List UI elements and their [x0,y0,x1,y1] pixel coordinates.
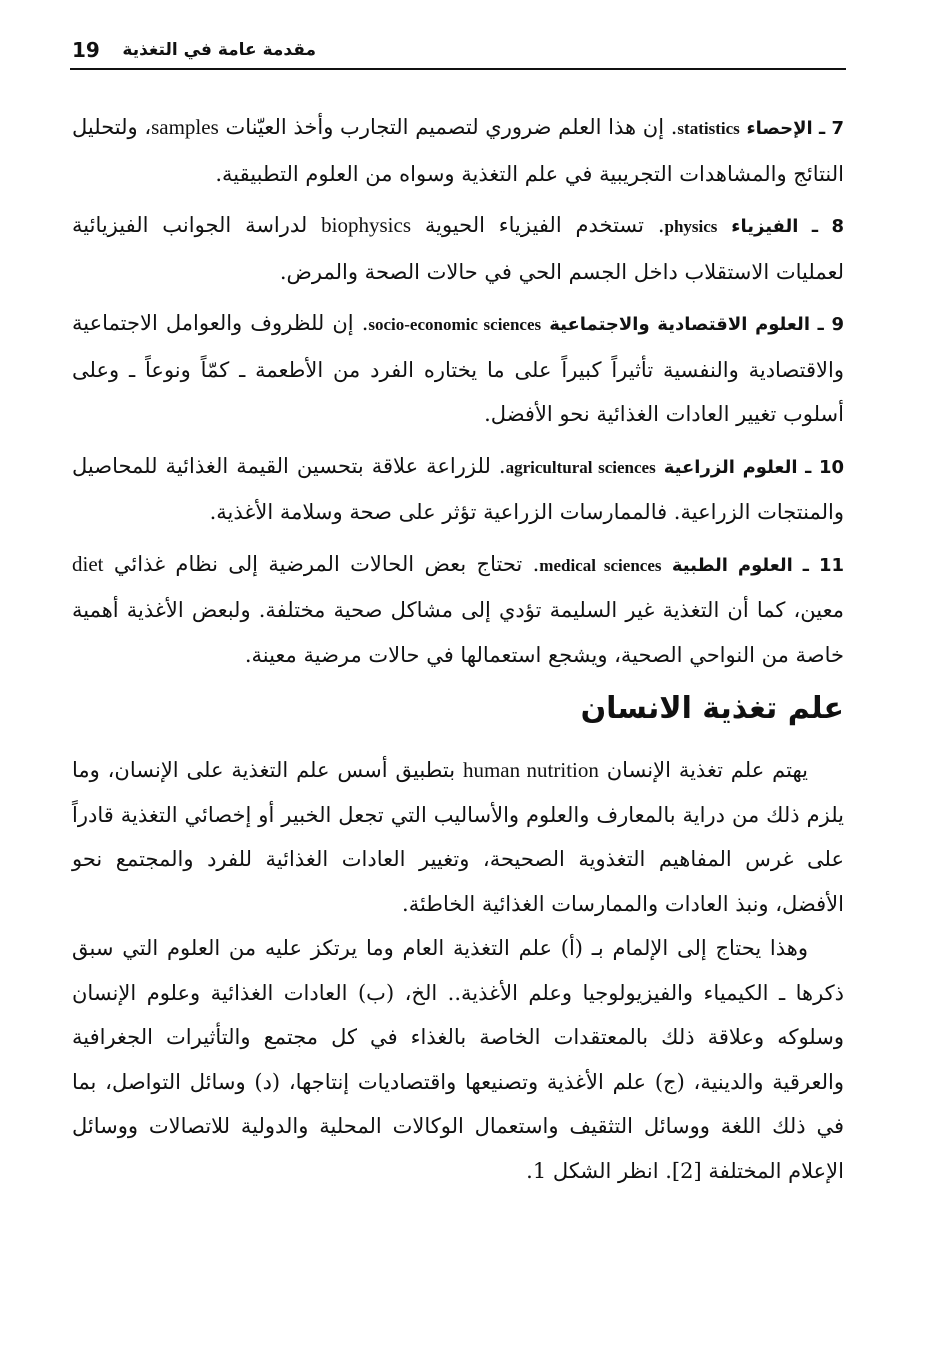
paragraph-text: يهتم علم تغذية الإنسان [606,758,808,782]
item-number: 10 ـ [797,456,845,478]
item-title-english: physics [664,217,718,236]
item-title-english: medical sciences [539,555,662,575]
item-text: تستخدم الفيزياء الحيوية [424,213,644,237]
item-number: 9 ـ [809,314,844,335]
item-text-continued: معين، كما أن التغذية غير السليمة تؤدي إلى مشاكل صحية مختلفة. ولبعض الأغذية أهمية خاصة من النواحي الصحية، ويشجع استعمالها في حالات مرضية معينة. [72,598,844,667]
paragraph-term-english: human nutrition [462,758,599,782]
item-text-continued: لدراسة الجوانب الفيزيائية لعمليات الاستقلاب داخل الجسم الحي في حالات الصحة والمرض. [72,213,844,284]
item-title-english: agricultural sciences [505,457,656,477]
running-title: مقدمة عامة في التغذية [122,40,316,60]
item-text: إن هذا العلم ضروري لتصميم التجارب وأخذ العيّنات [225,115,665,139]
running-header [70,38,846,70]
item-title-english: statistics [677,119,740,138]
item-term-english: diet [72,551,104,576]
page-body [72,105,844,1193]
item-text: إن للظروف والعوامل الاجتماعية والاقتصادية والنفسية تأثيراً كبيراً على ما يختاره الفرد من الأطعمة ـ كمّاً ونوعاً ـ وعلى أسلوب تغيير العادات الغذائية نحو الأفضل. [72,311,844,426]
list-item: 8 ـ الفيزياء physics. تستخدم الفيزياء الحيوية biophysics لدراسة الجوانب الفيزيائية لعمليات الاستقلاب داخل الجسم الحي في حالات الصحة والمرض. [72,213,844,284]
list-item: 9 ـ العلوم الاقتصادية والاجتماعية socio-economic sciences. إن للظروف والعوامل الاجتماعية والاقتصادية والنفسية تأثيراً كبيراً على ما يختاره الفرد من الأطعمة ـ كمّاً ونوعاً ـ وعلى أسلوب تغيير العادات الغذائية نحو الأفضل. [72,311,844,426]
list-item: 7 ـ الإحصاء statistics. إن هذا العلم ضروري لتصميم التجارب وأخذ العيّنات samples، ولتحليل النتائج والمشاهدات التجريبية في علم التغذية وسواه من العلوم التطبيقية. [72,115,844,186]
item-title: العلوم الزراعية [663,456,798,478]
item-text: تحتاج بعض الحالات المرضية إلى نظام غذائي [113,551,523,576]
item-term-english: samples [151,115,219,139]
list-item: 10 ـ العلوم الزراعية agricultural sciences. للزراعة علاقة بتحسين القيمة الغذائية للمحاصيل والمنتجات الزراعية. فالممارسات الزراعية تؤثر على صحة وسلامة الأغذية. [72,453,845,524]
item-text: للزراعة علاقة بتحسين القيمة الغذائية للمحاصيل والمنتجات الزراعية. فالممارسات الزراعية تؤثر على صحة وسلامة الأغذية. [72,453,844,524]
item-number: 8 ـ [798,216,844,237]
section-paragraph [72,748,844,926]
item-title: العلوم الطبية [671,554,793,576]
item-number: 7 ـ [812,118,844,139]
item-title: الإحصاء [746,118,813,139]
page-number: 19 [72,38,100,62]
list-item: 11 ـ العلوم الطبية medical sciences. تحتاج بعض الحالات المرضية إلى نظام غذائي diet معين، كما أن التغذية غير السليمة تؤدي إلى مشاكل صحية مختلفة. ولبعض الأغذية أهمية خاصة من النواحي الصحية، ويشجع استعمالها في حالات مرضية معينة. [72,551,844,667]
item-title: العلوم الاقتصادية والاجتماعية [549,314,810,335]
section-paragraph: وهذا يحتاج إلى الإلمام بـ (أ) علم التغذية العام وما يرتكز عليه من العلوم التي سبق ذكرها ـ الكيمياء والفيزيولوجيا وعلم الأغذية.. الخ، (ب) العادات الغذائية وعلوم الإنسان وسلوكه وعلاقة ذلك بالمعتقدات الخاصة بالغذاء في كل مجتمع والتأثيرات الجغرافية والعرقية والدينية، (ج) علم الأغذية وتصنيعها واقتصاديات إنتاجها، (د) وسائل التواصل، بما في ذلك اللغة ووسائل التثقيف واستعمال الوكالات المحلية والدولية للاتصالات ووسائل الإعلام المختلفة [2]. انظر الشكل 1. [72,936,844,1183]
item-term-english: biophysics [321,213,412,237]
paragraph-text-continued: بتطبيق أسس علم التغذية على الإنسان، وما يلزم ذلك من دراية بالمعارف والعلوم والأساليب التي تجعل الخبير أو إخصائي التغذية قادراً على غرس المفاهيم التغذوية الصحيحة، وتغيير العادات الغذائية للفرد والمجتمع نحو الأفضل، ونبذ العادات والممارسات الغذائية الخاطئة. [72,758,844,916]
item-text-continued: ، ولتحليل النتائج والمشاهدات التجريبية في علم التغذية وسواه من العلوم التطبيقية. [72,115,844,186]
item-title-english: socio-economic sciences [368,315,542,334]
item-title: الفيزياء [731,216,799,237]
item-number: 11 ـ [792,554,844,576]
section-heading: علم تغذية الانسان [580,691,844,726]
